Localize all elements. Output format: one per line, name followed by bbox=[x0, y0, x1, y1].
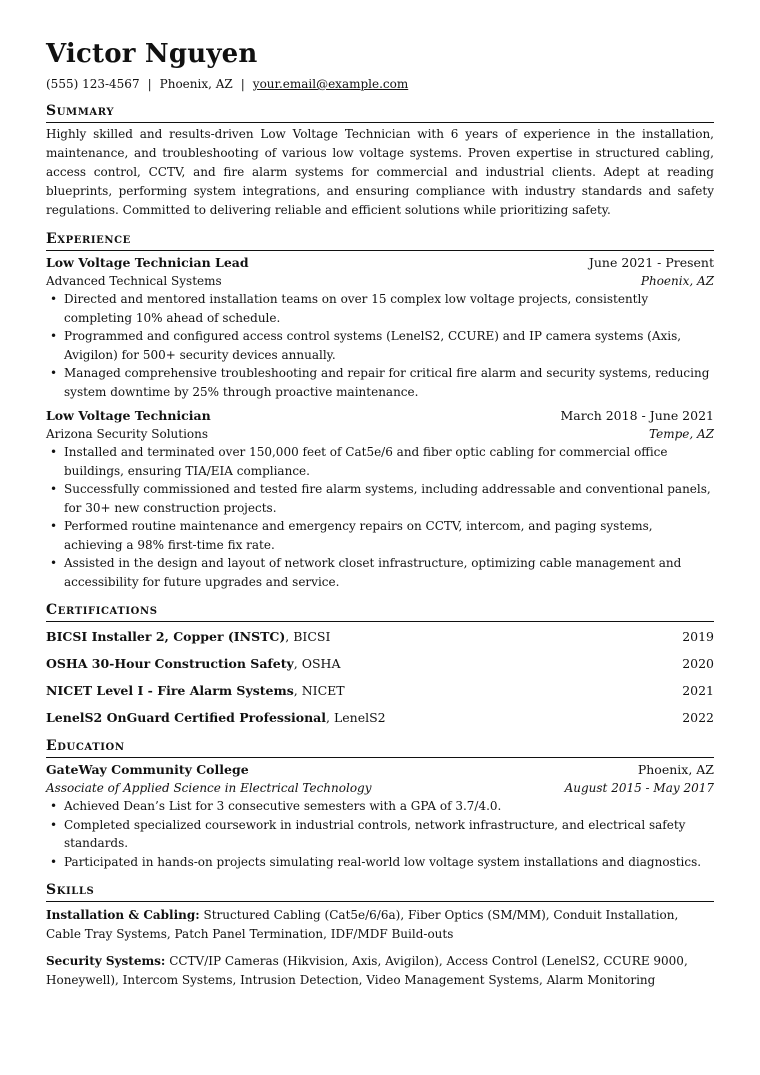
resume-page bbox=[46, 38, 714, 990]
skill-group bbox=[46, 906, 714, 944]
location: Phoenix, AZ bbox=[159, 77, 233, 91]
job-company: Advanced Technical Systems bbox=[46, 274, 222, 288]
list-item: • Participated in hands-on projects simulating real-world low voltage system installations and diagnostics. bbox=[46, 853, 714, 872]
list-item: • Installed and terminated over 150,000 feet of Cat5e/6 and fiber optic cabling for commercial office buildings, ensuring TIA/EIA compliance. bbox=[46, 443, 714, 480]
list-item: • Successfully commissioned and tested fire alarm systems, including addressable and conventional panels, for 30+ new construction projects. bbox=[46, 480, 714, 517]
certification-name: LenelS2 OnGuard Certified Professional bbox=[46, 710, 327, 725]
separator: | bbox=[240, 77, 245, 91]
email-link[interactable]: your.email@example.com bbox=[252, 77, 409, 91]
skill-text: Structured Cabling (Cat5e/6/6a), Fiber Optics (SM/MM), Conduit Installation, Cable Tray Systems, Patch Panel Termination, IDF/MDF Build-outs bbox=[46, 908, 679, 941]
section-title: Skills bbox=[46, 881, 714, 902]
phone-number: (555) 123-4567 bbox=[46, 77, 140, 91]
certification-issuer: , OSHA bbox=[293, 656, 341, 671]
certification-issuer: , NICET bbox=[293, 683, 345, 698]
list-item: • Directed and mentored installation teams on over 15 complex low voltage projects, consistently completing 10% ahead of schedule. bbox=[46, 290, 714, 327]
skill-label: Security Systems: bbox=[46, 954, 166, 968]
certification-row bbox=[46, 682, 714, 700]
summary-section bbox=[46, 102, 714, 220]
certification-name: BICSI Installer 2, Copper (INSTC) bbox=[46, 629, 286, 644]
job-entry bbox=[46, 254, 714, 401]
skills-section bbox=[46, 881, 714, 990]
skill-group bbox=[46, 952, 714, 990]
certification-issuer: , LenelS2 bbox=[326, 710, 386, 725]
skill-label: Installation & Cabling: bbox=[46, 908, 200, 922]
school-location: Phoenix, AZ bbox=[637, 762, 714, 777]
certification-row bbox=[46, 709, 714, 727]
certifications-section bbox=[46, 601, 714, 727]
contact-line bbox=[46, 76, 714, 92]
degree-name: Associate of Applied Science in Electrical Technology bbox=[46, 781, 372, 795]
certification-issuer: , BICSI bbox=[285, 629, 331, 644]
list-item: • Programmed and configured access control systems (LenelS2, CCURE) and IP camera systems (Axis, Avigilon) for 500+ security devices annually. bbox=[46, 327, 714, 364]
candidate-name: Victor Nguyen bbox=[46, 39, 258, 69]
skill-text: CCTV/IP Cameras (Hikvision, Axis, Avigilon), Access Control (LenelS2, CCURE 9000, Honeywell), Intercom Systems, Intrusion Detection, Video Management Systems, Alarm Monitoring bbox=[46, 954, 688, 987]
education-bullets bbox=[46, 797, 714, 871]
separator: | bbox=[147, 77, 152, 91]
job-dates: March 2018 - June 2021 bbox=[560, 408, 714, 423]
summary-text: Highly skilled and results-driven Low Voltage Technician with 6 years of experience in the installation, maintenance, and troubleshooting of various low voltage systems. Proven expertise in structured cabling, access control, CCTV, and fire alarm systems for commercial and industrial clients. Adept at reading blueprints, performing system integrations, and ensuring compliance with industry standards and safety regulations. Committed to delivering reliable and efficient solutions while prioritizing safety. bbox=[46, 127, 714, 217]
certification-name: NICET Level I - Fire Alarm Systems bbox=[46, 683, 294, 698]
experience-section bbox=[46, 230, 714, 591]
section-title: Summary bbox=[46, 102, 714, 123]
certification-year: 2020 bbox=[682, 656, 714, 671]
certification-row bbox=[46, 628, 714, 646]
job-role: Low Voltage Technician Lead bbox=[46, 255, 249, 270]
list-item: • Completed specialized coursework in industrial controls, network infrastructure, and electrical safety standards. bbox=[46, 816, 714, 853]
education-section bbox=[46, 737, 714, 871]
job-entry bbox=[46, 407, 714, 591]
job-location: Phoenix, AZ bbox=[640, 274, 714, 288]
certification-year: 2019 bbox=[682, 629, 714, 644]
section-title: Experience bbox=[46, 230, 714, 251]
section-title: Education bbox=[46, 737, 714, 758]
job-role: Low Voltage Technician bbox=[46, 408, 211, 423]
certification-row bbox=[46, 655, 714, 673]
list-item: • Managed comprehensive troubleshooting and repair for critical fire alarm and security systems, reducing system downtime by 25% through proactive maintenance. bbox=[46, 364, 714, 401]
section-title: Certifications bbox=[46, 601, 714, 622]
education-dates: August 2015 - May 2017 bbox=[564, 781, 714, 795]
job-bullets bbox=[46, 443, 714, 591]
job-location: Tempe, AZ bbox=[649, 427, 714, 441]
job-company: Arizona Security Solutions bbox=[46, 427, 209, 441]
job-bullets bbox=[46, 290, 714, 401]
list-item: • Assisted in the design and layout of network closet infrastructure, optimizing cable management and accessibility for future upgrades and service. bbox=[46, 554, 714, 591]
job-dates: June 2021 - Present bbox=[588, 255, 714, 270]
list-item: • Performed routine maintenance and emergency repairs on CCTV, intercom, and paging systems, achieving a 98% first-time fix rate. bbox=[46, 517, 714, 554]
certification-year: 2021 bbox=[682, 683, 714, 698]
list-item: • Achieved Dean’s List for 3 consecutive semesters with a GPA of 3.7/4.0. bbox=[46, 797, 714, 816]
certification-year: 2022 bbox=[682, 710, 714, 725]
certification-name: OSHA 30-Hour Construction Safety bbox=[46, 656, 294, 671]
school-name: GateWay Community College bbox=[46, 762, 249, 777]
